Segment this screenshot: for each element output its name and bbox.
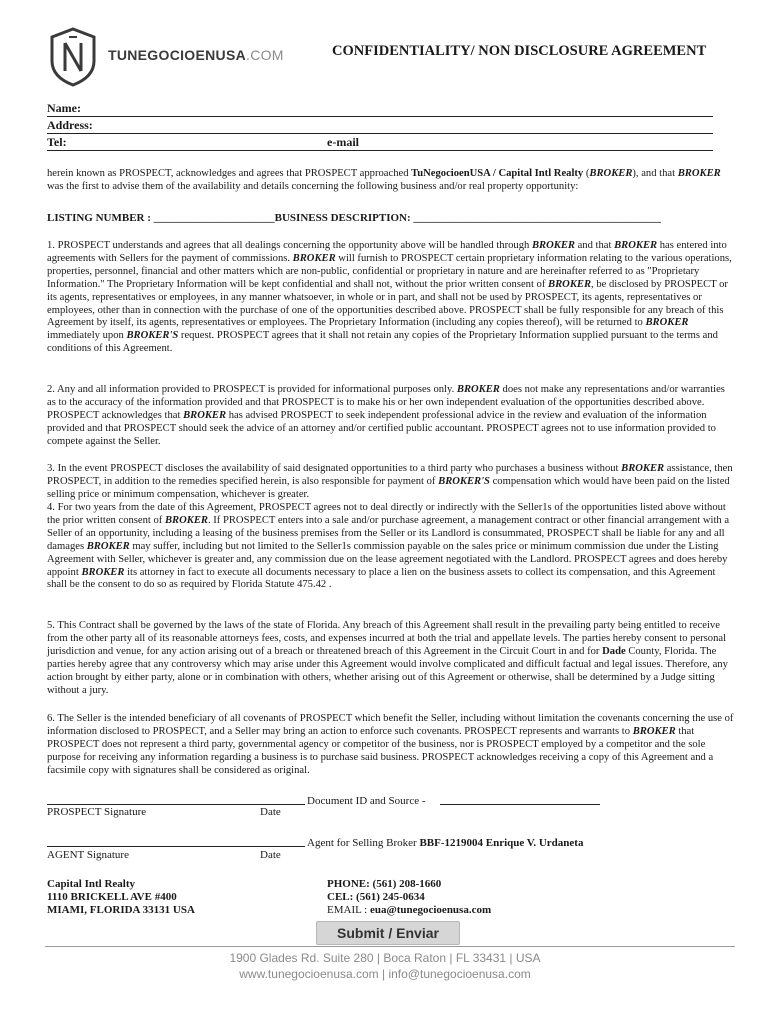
company-name: TuNegocioenUSA / Capital Intl Realty	[411, 168, 584, 179]
date-label-2: Date	[260, 849, 281, 861]
intro-paragraph: herein known as PROSPECT, acknowledges and agrees that PROSPECT approached TuNegocioenUSA / Capital Intl Realty (BROKER), and that BROKER was the first to advise them of the availability and details concerning the following business and/or real property opportunity:	[47, 168, 721, 192]
clause-1: 1. PROSPECT understands and agrees that all dealings concerning the opportunity above will be handled through BROKER and that BROKER has entered into agreements with Sellers for the payment of commissions. BROKER will furnish to PROSPECT certain proprietary information relating to the various operations, properties, personnel, financial and other matters which are non-public, confidential or proprietary in nature and are hereinafter referred to as "Proprietary Information." The Proprietary Information will be kept confidential and shall not, without the prior written consent of BROKER, be disclosed by PROSPECT or its agents, representatives or employees, in any manner whatsoever, in whole or in part, and shall not be used by PROSPECT, its agents, representatives or employees, other than in connection with the purchase of one of the opportunities described above. PROSPECT shall be fully responsible for any breach of this Agreement by itself, its agents, representatives or employees. The Proprietary Information (including any copies thereof), will be returned to BROKER immediately upon BROKER'S request. PROSPECT agrees that it shall not retain any copies of the Proprietary Information supplied pursuant to the terms and conditions of this Agreement.	[47, 240, 732, 355]
footer-divider	[45, 946, 735, 947]
footer-contacts: www.tunegocioenusa.com | info@tunegocioenusa.com	[239, 967, 531, 981]
date-label-1: Date	[260, 806, 281, 818]
clause-6: 6. The Seller is the intended beneficiary of all covenants of PROSPECT which benefit the Seller, including without limitation the covenants concerning the use of information disclosed to PROSPECT, and a Seller may bring an action to enforce such covenants. PROSPECT represents and warrants to BROKER that PROSPECT does not represent a third party, governmental agency or competitor of the business, nor is PROSPECT employed by a competitor and the sole purpose for receiving any information regarding a business is to purchase said business. PROSPECT acknowledges receiving a copy of this Agreement and a facsimile copy with signatures shall be considered as original.	[47, 713, 734, 776]
company-cel: CEL: (561) 245-0634	[327, 891, 425, 903]
logo	[48, 27, 284, 87]
prospect-signature-label: PROSPECT Signature	[47, 806, 147, 818]
tel-field[interactable]	[47, 134, 713, 151]
footer-address: 1900 Glades Rd. Suite 280 | Boca Raton | FL 33431 | USA	[229, 951, 541, 965]
company-phone: PHONE: (561) 208-1660	[327, 878, 442, 890]
clause-3: 3. In the event PROSPECT discloses the availability of said designated opportunities to a third party who purchases a business without BROKER assistance, then PROSPECT, in addition to the remedies specified herein, is also responsible for payment of BROKER'S compensation which would have been paid on the listed selling price or minimum compensation, whichever is greater.	[47, 463, 733, 500]
doc-id-label: Document ID and Source -	[307, 795, 426, 807]
clause-5: 5. This Contract shall be governed by the laws of the state of Florida. Any breach of this Agreement shall result in the prevailing party being entitled to receive from the other party all of its reasonable attorneys fees, costs, and expenses incurred at both the trial and appellate levels. The parties hereby consent to personal jurisdiction and venue, for any action arising out of a breach or threatened breach of this Agreement in the Circuit Court in and for Dade County, Florida. The parties hereby agree that any controversy which may arise under this Agreement would involve complicated and difficult factual and legal issues. Therefore, any action brought by either party, alone or in combination with others, whether arising out of this Agreement or otherwise, shall be determined by a Judge sitting without a jury.	[47, 620, 728, 696]
company-address-1: 1110 BRICKELL AVE #400	[47, 891, 177, 903]
company-name-block: Capital Intl Realty	[47, 878, 135, 890]
shield-monogram-icon	[48, 27, 98, 87]
name-field[interactable]	[47, 100, 713, 117]
agent-broker-label: Agent for Selling Broker BBF-1219004 Enrique V. Urdaneta	[307, 837, 584, 849]
listing-line[interactable]: LISTING NUMBER : ______________________BUSINESS DESCRIPTION: _____________________________________________	[47, 212, 661, 224]
tel-label: Tel:	[47, 135, 67, 149]
page-title: CONFIDENTIALITY/ NON DISCLOSURE AGREEMENT	[332, 43, 707, 59]
clause-2: 2. Any and all information provided to PROSPECT is provided for informational purposes only. BROKER does not make any representations and/or warranties as to the accuracy of the information provided and that PROSPECT is to make his or her own independent evaluation of the opportunities described above. PROSPECT acknowledges that BROKER has advised PROSPECT to seek independent professional advice in the review and evaluation of the information provided and that PROSPECT should seek the advice of an attorney and/or certified public accountant. PROSPECT agrees not to use information provided to compete against the Seller.	[47, 384, 725, 447]
clause-4: 4. For two years from the date of this Agreement, PROSPECT agrees not to deal directly or indirectly with the Seller1s of the opportunities listed above without the prior written consent of BROKER. If PROSPECT enters into a sale and/or purchase agreement, a management contract or other financial arrangement with a Seller of an opportunity, including a leasing of the business premises from the Seller or its Landlord is consummated, PROSPECT shall be liable for any and all damages BROKER may suffer, including but not limited to the Seller1s commission payable on the sales price or minimum commission due under the Listing Agreement with Seller, whichever is greater and, any commission due on the lease agreement negotiated with the Landlord. PROSPECT agrees and does hereby appoint BROKER its attorney in fact to execute all documents necessary to place a lien on the business assets to collect its compensation, and this Agreement shall be the consent to do so as required by Florida Statute 475.42 .	[47, 502, 730, 591]
doc-id-line[interactable]	[440, 804, 600, 805]
name-label: Name:	[47, 101, 81, 115]
agent-signature-line[interactable]	[47, 846, 305, 847]
company-email: EMAIL : eua@tunegocioenusa.com	[327, 904, 492, 916]
agent-signature-label: AGENT Signature	[47, 849, 129, 861]
submit-button[interactable]: Submit / Enviar	[316, 921, 460, 945]
email-label: e-mail	[327, 135, 359, 149]
address-field[interactable]	[47, 117, 713, 134]
company-address-2: MIAMI, FLORIDA 33131 USA	[47, 904, 195, 916]
logo-wordmark: TUNEGOCIOENUSA.COM	[108, 47, 284, 63]
address-label: Address:	[47, 118, 93, 132]
prospect-signature-line[interactable]	[47, 804, 305, 805]
email-link[interactable]: eua@tunegocioenusa.com	[369, 904, 492, 916]
